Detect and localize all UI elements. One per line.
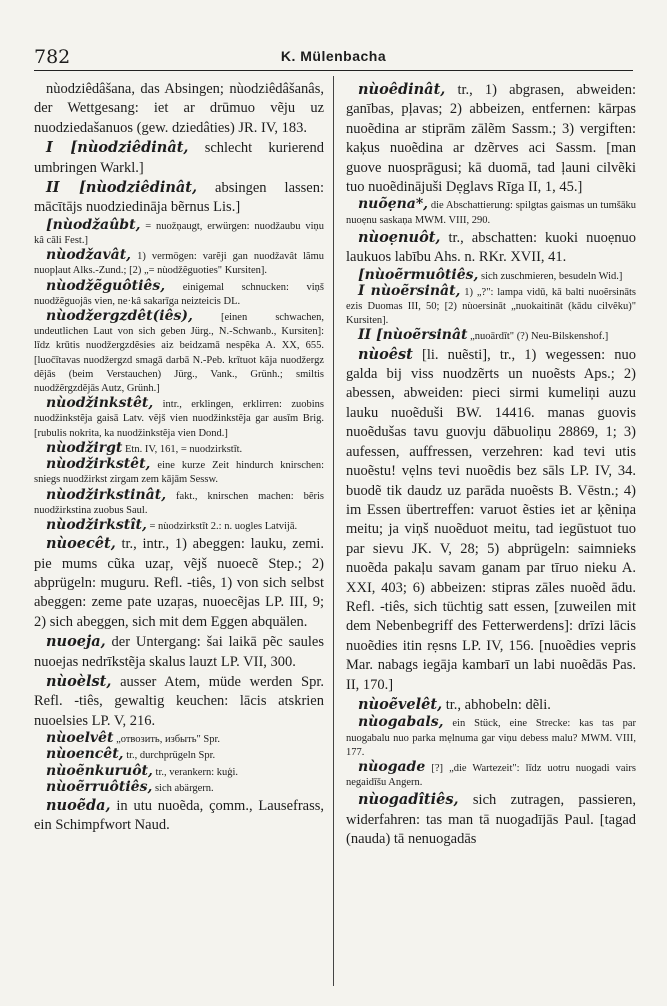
entry-headword: nùoẽrruôtiês,: [46, 778, 153, 795]
page-header: [34, 44, 633, 71]
dictionary-entry: [346, 328, 636, 344]
entry-text: tr., abschatten: kuoki nuoẹnuo laukuos labību Ahs. n. RKr. XVII, 41.: [346, 229, 637, 266]
entry-headword: nùodžirkstêt,: [46, 456, 151, 473]
entry-text: tr., abhobeln: dẽli.: [445, 696, 551, 713]
entry-text: sich zuschmieren, besudeln Wid.]: [481, 270, 623, 282]
entry-text: nùodziêdâšana, das Absingen; nùodziêdâšanâs, der Wettgesang: iet ar drūmuo vẽju uz nuodziedašanuos (gew. dziedâties) JR. IV, 183.: [34, 81, 324, 136]
entry-text: = nùodzirkstīt 2.: n. uogles Latvijā.: [149, 520, 298, 532]
dictionary-entry: [346, 268, 636, 284]
dictionary-entry: [346, 345, 636, 695]
entry-headword: nùoelvêt: [46, 730, 114, 747]
dictionary-entry: [34, 518, 324, 534]
entry-text: ein Stück, eine Strecke: kas tas par nuogabalu nuo parka mẹlnuma gar viņu debess malu? MWM. VIII, 177.: [346, 718, 637, 758]
dictionary-entry: [34, 632, 324, 672]
dictionary-entry: [346, 790, 636, 849]
left-column: [34, 80, 324, 836]
entry-headword: nuoẽda,: [46, 796, 111, 814]
dictionary-entry: [34, 457, 324, 487]
dictionary-entry: [34, 534, 324, 632]
entry-text: 1) „?": lampa vidū, kā balti nuoẽrsināts ezis Duomas III, 50; [2) nùoersināt „nuokaitināt (kādu cilvẽku)" Kursiten].: [346, 286, 636, 327]
dictionary-entry: [34, 672, 324, 731]
dictionary-entry: [34, 396, 324, 441]
dictionary-entry: [34, 218, 324, 248]
dictionary-entry: [34, 178, 324, 218]
dictionary-entry: [346, 228, 636, 268]
entry-text: [li. nuẽsti], tr., 1) wegessen: nuo galda bij viss nuodzẽrts un nuoẽsts Aps.; 2) abessen, abweiden: pieci sirmi kumeliņi auzu lauku nuoẽduši BW. 14416. manas guovis nuoẽdušas tavu guovju dābuoliņu 28869, 1; 3) aufessen, auffressen, verzehren: kad tevi utis nuoẽstu! vẹlns tevi nuoẽdis bez sāls LP. IV, 34. buodẽ tik daudz uz parāda nuoẽsts B. Vēstn.; 4) im Essen übertreffen: varuot ẽsties iet ar ķẽniņa meitu; ja viņš nuoẽduot meitu, tad iegūstuot tuo par sievu JK. V, 28; 5) abprügeln: saimnieks nuoẽda pakaļu savam ganam par tīruo nieku A. XXI, 403; 6) abbeizen: stipras zāles nuoẽd ādu. Refl. -tiês, sich tüchtig satt essen, [zuweilen mit dem Nebenbegriff des Fetterwerdens]: drīzi lācis nuoẽdies itin rẹsns LP. IV, 156. [nuoẽdies vepris Mar. nabags iegāja kambarī un labi nuoẽdās Pas. II, 170.]: [346, 346, 636, 693]
entry-text: schlecht kurierend umbringen Warkl.]: [34, 140, 324, 176]
entry-headword: nùogade: [358, 759, 426, 775]
entry-text: sich abärgern.: [154, 782, 214, 794]
dictionary-entry: [34, 764, 324, 780]
entry-headword: I [nùodziêdinât,: [46, 139, 189, 157]
entry-headword: II [nùodziêdinât,: [46, 179, 198, 197]
dictionary-entry: [34, 279, 324, 309]
entry-headword: nùoẽvelêt,: [358, 695, 443, 713]
entry-headword: I nùoẽrsinât,: [358, 282, 461, 299]
dictionary-entry: [346, 695, 636, 715]
entry-text: in utu nuoẽda, çomm., Lausefrass, ein Schimpfwort Naud.: [34, 797, 325, 834]
entry-headword: nùodžavât,: [46, 247, 132, 264]
entry-headword: nùogabals,: [358, 714, 444, 731]
entry-text: [?] „die Wartezeit": līdz uotru nuogadi vairs negaidīšu Angern.: [346, 763, 637, 789]
entry-headword: nuoeja,: [46, 633, 106, 651]
entry-text: absingen lassen: mācītājs nuodziedināja bẽrnus Lis.]: [34, 180, 325, 216]
entry-headword: nùodžẽguôtiês,: [46, 277, 166, 294]
entry-headword: nùodžinkstêt,: [46, 395, 154, 412]
entry-headword: nuõẹna*,: [358, 196, 429, 213]
entry-headword: nùodžirkstinât,: [46, 486, 167, 503]
entry-text: 1) vermögen: varẽji gan nuodžavât lãmu nuopļaut Alks.-Zund.; [2) „= nùodžẽguoties" Kursiten].: [34, 251, 324, 277]
entry-headword: nùoencêt,: [46, 746, 124, 763]
entry-headword: nùoẹnuôt,: [358, 228, 441, 246]
running-head-author: K. Mülenbacha: [280, 48, 387, 64]
dictionary-entry: [34, 747, 324, 763]
entry-headword: nùodžirgt: [46, 439, 123, 456]
entry-headword: nùodžirkstît,: [46, 516, 147, 533]
page-number: 782: [34, 46, 71, 68]
entry-text: intr., erklingen, erklirren: zuobins nuodžinkstẽja gaisā Latv. vẽjš vien nuodžinkstẽja gar ausīm Brig. [rubulis nokrita, ka nuodžinkstẽja vien Dond.]: [34, 399, 324, 439]
right-column: [346, 80, 636, 850]
dictionary-entry: [34, 80, 324, 138]
entry-text: [einen schwachen, undeutlichen Laut von sich geben Jürg., N.-Schwanb., Kursiten]: līdz krūtis nuodžergzdẽsies aiz beidzamā nespẽka A. XX, 655. [luoc̄ītavas nuodžergzd smagā darbā N.-Peb. krītuot kãja nuodžergz dẽjās (beim Verstauchen) Jürg., Vank., Grünh.; smiltis nuodžẽrgzdẽjās Autz, Grünh.]: [34, 312, 324, 395]
dictionary-entry: [346, 760, 636, 790]
entry-text: „отвозить, избыть" Spr.: [116, 734, 221, 746]
entry-text: tr., verankern: kuģi.: [155, 766, 239, 778]
dictionary-entry: [346, 715, 636, 760]
entry-text: eine kurze Zeit hindurch knirschen: sniegs nuodžirkst zirgam zem kājām Sessw.: [34, 460, 325, 486]
entry-text: = nuožņaugt, erwürgen: nuodžaubu viņu kâ cāli Fest.]: [34, 220, 324, 247]
entry-text: fakt., knirschen machen: bẽris nuodžirkstina zuobus Saul.: [34, 490, 325, 516]
entry-text: „nuoārdīt" (?) Neu-Bilskenshof.]: [470, 331, 609, 343]
entry-text: tr., intr., 1) abeggen: lauku, zemi. pie mums cũka uzaŗ, vẽjš nuoecẽ Step.; 2) abprügeln: muguru. Refl. -tiês, 1) von sich selbst abeggen: zeme pate uzaŗas, nuoecẽjas LP. III, 9; 2) sich abeggen, sich mit dem Eggen abquälen.: [34, 536, 325, 630]
entry-text: tr., 1) abgrasen, abweiden: ganības, pļavas; 2) abbeizen, entfernen: kārpas nuoẽdina ar stiprām zālẽm Sassm.; 3) vergiften: kaķus nuoẽdina ar dzẽrves aci Sassm. [man guove nuosprāgusi; kā duomā, tad ļauni cilvẽki tuo nuoẽdinājuši Dẹglavs Rīga II, 1, 45.]: [346, 82, 636, 196]
dictionary-entry: [34, 488, 324, 518]
entry-text: ausser Atem, müde werden Spr. Refl. -tiês, gewaltig keuchen: lācis atskrien nuoelsies LP. V, 216.: [34, 673, 325, 729]
entry-text: einigemal schnucken: viņš nuodžẽguojâs vien, ne·kâ sakarīga neizteicis DL.: [34, 281, 325, 307]
entry-headword: nùoecêt,: [46, 535, 116, 553]
entry-headword: nùodžergzdêt(iês),: [46, 308, 193, 325]
dictionary-entry: [346, 80, 636, 197]
entry-text: sich zutragen, passieren, widerfahren: tas man tā nuogadījās Paul. [tagad (nauda) tā nenuogadās: [346, 792, 636, 848]
entry-headword: nùoêst: [358, 345, 413, 363]
entry-text: der Untergang: šai laikā pẽc saules nuoejas nedrīkstẽja skalus lauzt LP. VII, 300.: [34, 634, 325, 670]
entry-text: die Abschattierung: spilgtas gaismas un tumšāku nuoẹnu saskaņa MWM. VIII, 290.: [346, 200, 637, 226]
entry-headword: nùoèlst,: [46, 672, 112, 690]
entry-headword: [nùoẽrmuôtiês,: [358, 266, 479, 283]
dictionary-entry: [34, 780, 324, 796]
dictionary-entry: [34, 796, 324, 836]
dictionary-entry: [34, 138, 324, 178]
entry-text: Etn. IV, 161, = nuodzirkstīt.: [125, 443, 243, 455]
entry-headword: nùogadîtiês,: [358, 791, 459, 809]
entry-text: tr., durchprügeln Spr.: [126, 750, 216, 762]
column-divider: [333, 76, 334, 986]
dictionary-entry: [346, 197, 636, 227]
dictionary-entry: [346, 284, 636, 329]
entry-headword: nùoêdinât,: [358, 81, 446, 98]
dictionary-entry: [34, 731, 324, 747]
dictionary-entry: [34, 309, 324, 396]
dictionary-entry: [34, 441, 324, 457]
entry-headword: nùoẽnkuruôt,: [46, 762, 153, 779]
entry-headword: II [nùoẽrsinât: [358, 327, 468, 344]
entry-headword: [nùodžaûbt,: [46, 216, 141, 233]
dictionary-entry: [34, 248, 324, 278]
